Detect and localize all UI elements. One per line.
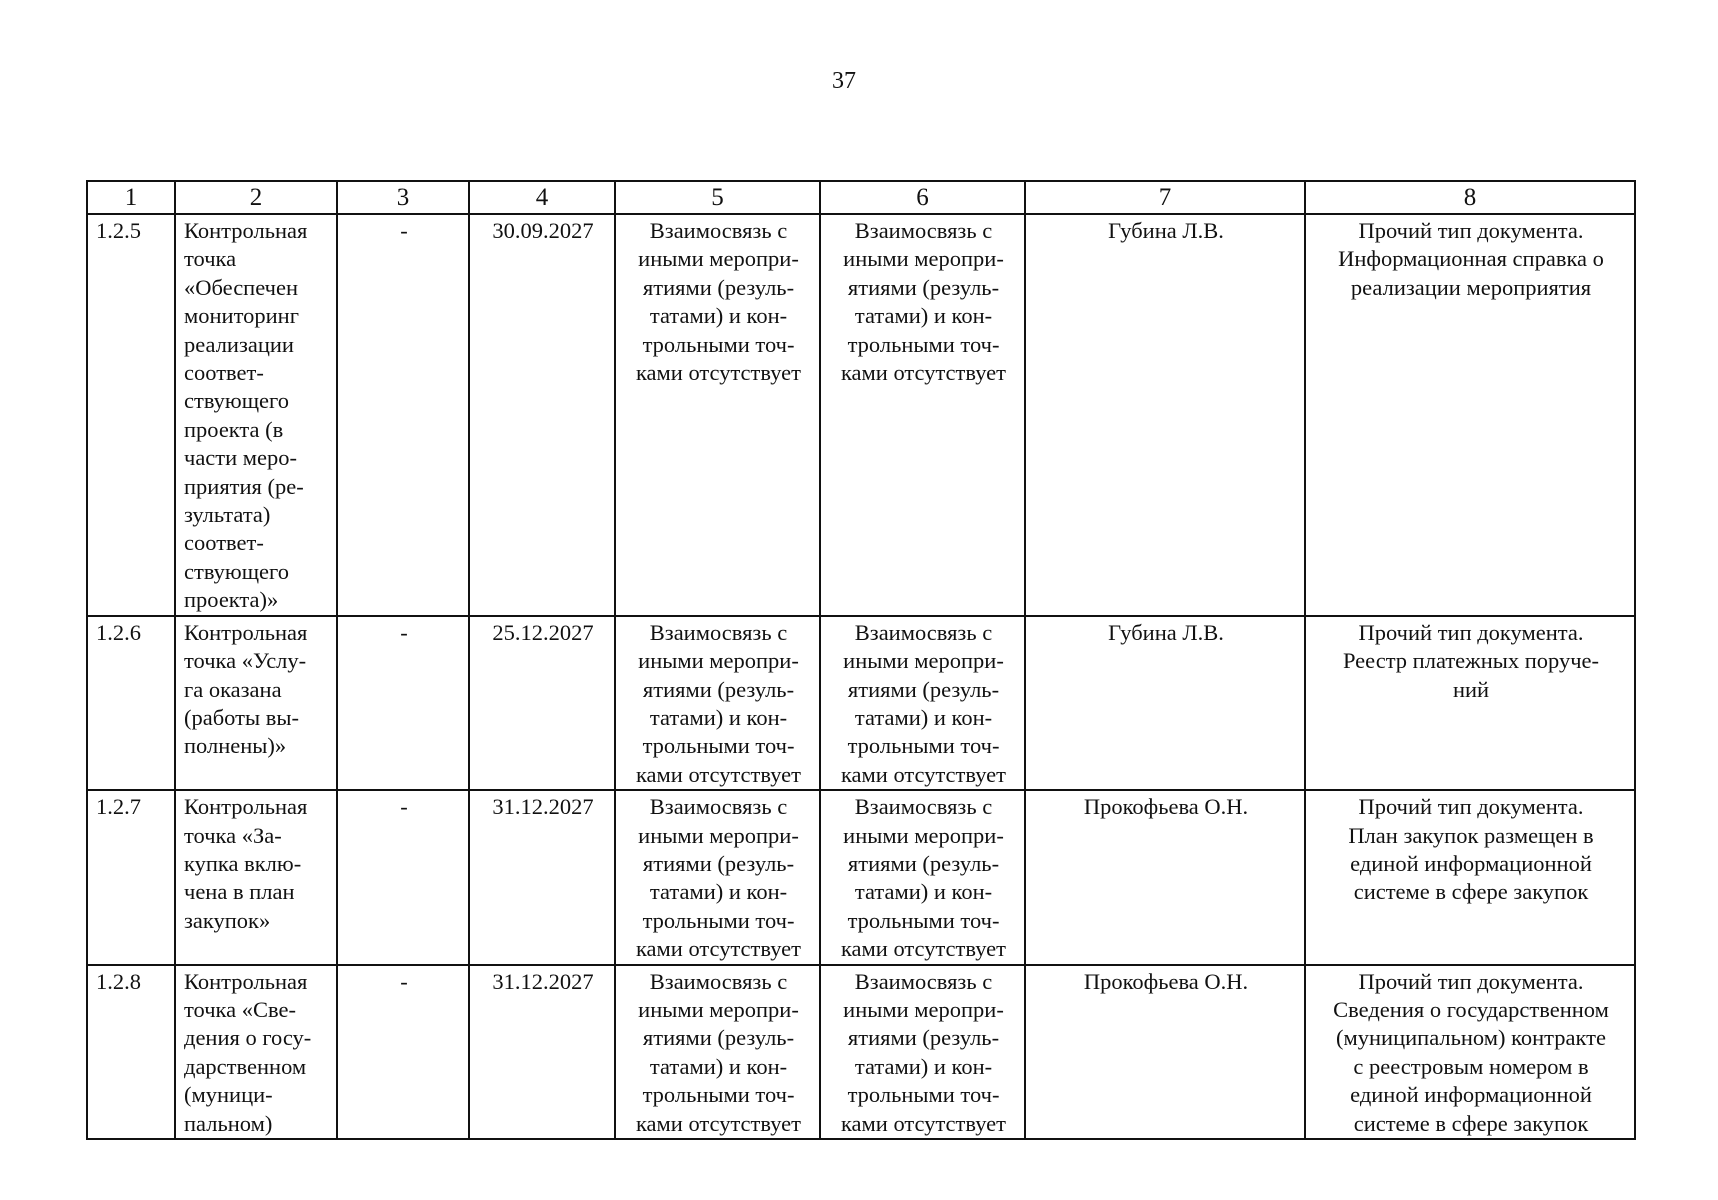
document-line: единой информационной	[1350, 1082, 1592, 1108]
name-line: ствующего	[184, 558, 289, 584]
name-line: закупок»	[184, 907, 271, 933]
page-number: 37	[832, 68, 856, 94]
header-col-1: 1	[87, 181, 175, 214]
header-row	[87, 181, 1635, 214]
header-col-5: 5	[615, 181, 820, 214]
relation-line: иными меропри-	[638, 648, 799, 674]
document-type	[1305, 790, 1635, 964]
document-type	[1305, 965, 1635, 1139]
name-line: Контрольная	[184, 968, 308, 994]
relation-line: татами) и кон-	[854, 1053, 993, 1079]
relation-successors	[820, 965, 1025, 1139]
name-line: точка «Све-	[184, 996, 296, 1022]
relation-line: ятиями (резуль-	[847, 850, 1000, 876]
name-line: мониторинг	[184, 303, 299, 329]
relation-predecessors	[615, 214, 820, 616]
relation-line: Взаимосвязь с	[649, 619, 788, 645]
relation-line: трольными точ-	[847, 331, 1000, 357]
relation-predecessors	[615, 965, 820, 1139]
deadline-date: 31.12.2027	[469, 965, 615, 1139]
relation-line: татами) и кон-	[854, 879, 993, 905]
document-line: с реестровым номером в	[1353, 1053, 1589, 1079]
relation-line: татами) и кон-	[649, 1053, 788, 1079]
relation-line: ятиями (резуль-	[642, 274, 795, 300]
document-line: Информационная справка о	[1338, 246, 1604, 272]
deadline-date: 30.09.2027	[469, 214, 615, 616]
col3-value: -	[337, 790, 469, 964]
relation-line: трольными точ-	[642, 907, 795, 933]
name-line: Контрольная	[184, 794, 308, 820]
relation-line: иными меропри-	[843, 996, 1004, 1022]
document-line: единой информационной	[1350, 850, 1592, 876]
table-row	[87, 965, 1635, 1139]
relation-line: трольными точ-	[847, 1082, 1000, 1108]
name-line: части меро-	[184, 445, 298, 471]
row-number: 1.2.8	[87, 965, 175, 1139]
relation-line: иными меропри-	[638, 246, 799, 272]
name-line: дения о госу-	[184, 1025, 312, 1051]
header-col-8: 8	[1305, 181, 1635, 214]
document-line: реализации мероприятия	[1350, 274, 1592, 300]
table-row	[87, 214, 1635, 616]
row-number: 1.2.5	[87, 214, 175, 616]
relation-line: татами) и кон-	[649, 879, 788, 905]
col3-value: -	[337, 616, 469, 790]
relation-line: татами) и кон-	[854, 704, 993, 730]
document-type	[1305, 214, 1635, 616]
document-line: Прочий тип документа.	[1358, 794, 1584, 820]
relation-line: трольными точ-	[642, 733, 795, 759]
relation-line: трольными точ-	[642, 331, 795, 357]
relation-line: иными меропри-	[843, 822, 1004, 848]
relation-line: ками отсутствует	[635, 1110, 802, 1136]
relation-line: трольными точ-	[847, 907, 1000, 933]
control-points-table	[86, 180, 1636, 1140]
relation-successors	[820, 214, 1025, 616]
relation-successors	[820, 616, 1025, 790]
name-line: дарственном	[184, 1053, 307, 1079]
document-line: (муниципальном) контракте	[1336, 1025, 1606, 1051]
control-point-name	[175, 616, 337, 790]
name-line: ствующего	[184, 388, 289, 414]
name-line: соответ-	[184, 360, 264, 386]
relation-line: татами) и кон-	[649, 303, 788, 329]
document-line: системе в сфере закупок	[1353, 1110, 1589, 1136]
document-line: Реестр платежных поруче-	[1342, 648, 1600, 674]
relation-line: иными меропри-	[638, 996, 799, 1022]
name-line: купка вклю-	[184, 850, 302, 876]
row-number: 1.2.6	[87, 616, 175, 790]
name-line: чена в план	[184, 879, 295, 905]
relation-line: ятиями (резуль-	[847, 676, 1000, 702]
name-line: точка «За-	[184, 822, 282, 848]
relation-line: ятиями (резуль-	[642, 676, 795, 702]
document-line: Прочий тип документа.	[1358, 968, 1584, 994]
header-col-4: 4	[469, 181, 615, 214]
control-point-name	[175, 214, 337, 616]
relation-line: татами) и кон-	[854, 303, 993, 329]
name-line: пальном)	[184, 1110, 273, 1136]
relation-line: ками отсутствует	[840, 360, 1007, 386]
row-number: 1.2.7	[87, 790, 175, 964]
relation-line: ятиями (резуль-	[642, 850, 795, 876]
col3-value: -	[337, 214, 469, 616]
name-line: (муници-	[184, 1082, 273, 1108]
document-line: ний	[1452, 676, 1490, 702]
header-col-3: 3	[337, 181, 469, 214]
relation-line: трольными точ-	[847, 733, 1000, 759]
name-line: реализации	[184, 331, 294, 357]
document-type	[1305, 616, 1635, 790]
control-point-name	[175, 965, 337, 1139]
name-line: приятия (ре-	[184, 473, 304, 499]
responsible-person: Прокофьева О.Н.	[1025, 965, 1305, 1139]
name-line: соответ-	[184, 530, 264, 556]
relation-line: ятиями (резуль-	[642, 1025, 795, 1051]
relation-line: ками отсутствует	[840, 1110, 1007, 1136]
control-point-name	[175, 790, 337, 964]
relation-line: ками отсутствует	[840, 761, 1007, 787]
table-row	[87, 790, 1635, 964]
document-line: Прочий тип документа.	[1358, 619, 1584, 645]
relation-line: ками отсутствует	[635, 936, 802, 962]
relation-line: трольными точ-	[642, 1082, 795, 1108]
relation-line: Взаимосвязь с	[854, 968, 993, 994]
relation-line: Взаимосвязь с	[649, 968, 788, 994]
relation-line: Взаимосвязь с	[854, 794, 993, 820]
name-line: Контрольная	[184, 218, 308, 243]
name-line: «Обеспечен	[184, 274, 298, 300]
relation-line: татами) и кон-	[649, 704, 788, 730]
document-line: Прочий тип документа.	[1358, 218, 1584, 243]
relation-predecessors	[615, 616, 820, 790]
document-line: системе в сфере закупок	[1353, 879, 1589, 905]
header-col-2: 2	[175, 181, 337, 214]
name-line: зультата)	[184, 502, 271, 528]
name-line: точка	[184, 246, 237, 272]
responsible-person: Губина Л.В.	[1025, 214, 1305, 616]
relation-line: ками отсутствует	[635, 360, 802, 386]
relation-line: Взаимосвязь с	[854, 218, 993, 243]
name-line: полнены)»	[184, 733, 287, 759]
relation-line: ками отсутствует	[635, 761, 802, 787]
header-col-7: 7	[1025, 181, 1305, 214]
relation-successors	[820, 790, 1025, 964]
relation-line: Взаимосвязь с	[649, 218, 788, 243]
relation-line: иными меропри-	[843, 648, 1004, 674]
header-col-6: 6	[820, 181, 1025, 214]
name-line: (работы вы-	[184, 704, 299, 730]
deadline-date: 25.12.2027	[469, 616, 615, 790]
relation-line: иными меропри-	[843, 246, 1004, 272]
name-line: проекта (в	[184, 416, 284, 442]
col3-value: -	[337, 965, 469, 1139]
relation-predecessors	[615, 790, 820, 964]
document-line: План закупок размещен в	[1348, 822, 1594, 848]
relation-line: Взаимосвязь с	[649, 794, 788, 820]
deadline-date: 31.12.2027	[469, 790, 615, 964]
relation-line: ятиями (резуль-	[847, 274, 1000, 300]
name-line: точка «Услу-	[184, 648, 307, 674]
table-row	[87, 616, 1635, 790]
name-line: Контрольная	[184, 619, 308, 645]
relation-line: иными меропри-	[638, 822, 799, 848]
document-line: Сведения о государственном	[1333, 996, 1609, 1022]
relation-line: Взаимосвязь с	[854, 619, 993, 645]
relation-line: ками отсутствует	[840, 936, 1007, 962]
responsible-person: Губина Л.В.	[1025, 616, 1305, 790]
name-line: проекта)»	[184, 587, 279, 613]
responsible-person: Прокофьева О.Н.	[1025, 790, 1305, 964]
relation-line: ятиями (резуль-	[847, 1025, 1000, 1051]
name-line: га оказана	[184, 676, 282, 702]
